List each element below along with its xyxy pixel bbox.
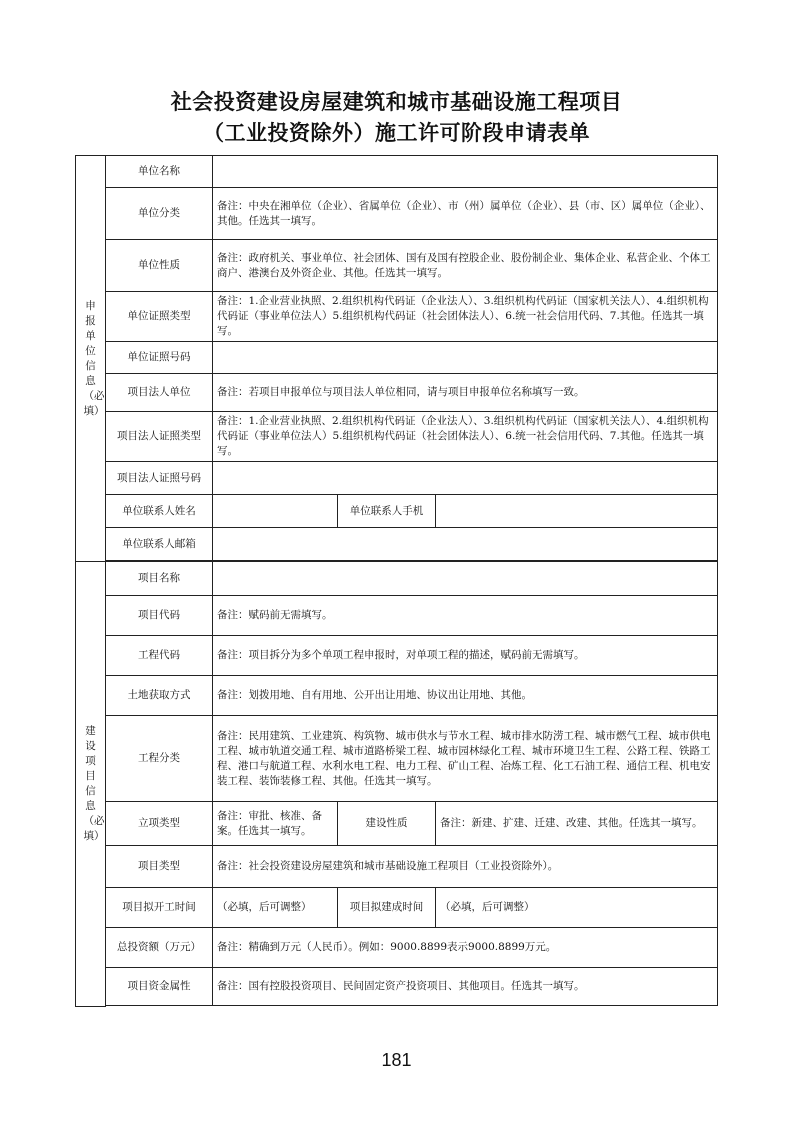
table-row — [76, 342, 718, 374]
field-label: 项目类型 — [106, 846, 213, 888]
table-row — [76, 928, 718, 968]
field-label: 总投资额（万元） — [106, 928, 213, 968]
field-label: 单位证照号码 — [106, 342, 213, 374]
table-row — [76, 528, 718, 561]
field-label: 建设性质 — [338, 802, 436, 846]
total-investment-field[interactable]: 备注：精确到万元（人民币）。例如：9000.8899表示9000.8899万元。 — [213, 928, 718, 968]
start-date-field[interactable]: （必填，后可调整） — [213, 888, 338, 928]
table-row-spacer — [76, 1006, 718, 1007]
engineering-category-field[interactable]: 备注：民用建筑、工业建筑、构筑物、城市供水与节水工程、城市排水防涝工程、城市燃气工程、城市供电工程、城市轨道交通工程、城市道路桥梁工程、城市园林绿化工程、城市环境卫生工程、公路工程、铁路工程、港口与航道工程、水利水电工程、电力工程、矿山工程、冶炼工程、化工石油工程、通信工程、机电安装工程、装饰装修工程、其他。任选其一填写。 — [213, 716, 718, 802]
form-title-line-1: 社会投资建设房屋建筑和城市基础设施工程项目 — [170, 90, 623, 114]
field-label: 项目资金属性 — [106, 968, 213, 1006]
table-row — [76, 462, 718, 495]
field-label: 项目代码 — [106, 596, 213, 636]
unit-nature-field[interactable]: 备注：政府机关、事业单位、社会团体、国有及国有控股企业、股份制企业、集体企业、私营企业、个体工商户、港澳台及外资企业、其他。任选其一填写。 — [213, 240, 718, 292]
contact-email-field[interactable] — [213, 528, 718, 561]
table-row — [76, 846, 718, 888]
table-row — [76, 636, 718, 676]
table-row — [76, 292, 718, 342]
application-form-table — [75, 155, 718, 1007]
page-number: 181 — [381, 1050, 412, 1070]
table-row — [76, 412, 718, 462]
completion-date-field[interactable]: （必填，后可调整） — [436, 888, 718, 928]
field-label: 单位联系人手机 — [338, 495, 436, 528]
field-label: 单位联系人姓名 — [106, 495, 213, 528]
section-label-project: 建设项目信息（必填） — [76, 562, 106, 1007]
funding-attribute-field[interactable]: 备注：国有控股投资项目、民间固定资产投资项目、其他项目。任选其一填写。 — [213, 968, 718, 1006]
field-label: 项目拟开工时间 — [106, 888, 213, 928]
field-label: 单位名称 — [106, 156, 213, 188]
legal-entity-field[interactable]: 备注：若项目申报单位与项目法人单位相同，请与项目申报单位名称填写一致。 — [213, 374, 718, 412]
table-row — [76, 676, 718, 716]
table-row — [76, 562, 718, 596]
land-acquisition-field[interactable]: 备注：划拨用地、自有用地、公开出让用地、协议出让用地、其他。 — [213, 676, 718, 716]
contact-phone-field[interactable] — [436, 495, 718, 528]
engineering-code-field[interactable]: 备注：项目拆分为多个单项工程申报时，对单项工程的描述，赋码前无需填写。 — [213, 636, 718, 676]
table-row — [76, 240, 718, 292]
legal-license-type-field[interactable]: 备注：1.企业营业执照、2.组织机构代码证（企业法人）、3.组织机构代码证（国家机关法人）、4.组织机构代码证（事业单位法人）5.组织机构代码证（社会团体法人）、6.统一社会信用代码、7.其他。任选其一填写。 — [213, 412, 718, 462]
table-row — [76, 156, 718, 188]
contact-name-field[interactable] — [213, 495, 338, 528]
unit-category-field[interactable]: 备注：中央在湘单位（企业）、省属单位（企业）、市（州）属单位（企业）、县（市、区）属单位（企业）、其他。任选其一填写。 — [213, 188, 718, 240]
project-name-field[interactable] — [213, 562, 718, 596]
table-row — [76, 888, 718, 928]
field-label: 单位分类 — [106, 188, 213, 240]
table-row — [76, 596, 718, 636]
field-label: 立项类型 — [106, 802, 213, 846]
table-row — [76, 374, 718, 412]
section-label-applicant: 申报单位信息（必填） — [76, 156, 106, 562]
field-label: 工程代码 — [106, 636, 213, 676]
field-label: 项目名称 — [106, 562, 213, 596]
unit-license-number-field[interactable] — [213, 342, 718, 374]
unit-license-type-field[interactable]: 备注：1.企业营业执照、2.组织机构代码证（企业法人）、3.组织机构代码证（国家机关法人）、4.组织机构代码证（事业单位法人）5.组织机构代码证（社会团体法人）、6.统一社会信用代码、7.其他。任选其一填写。 — [213, 292, 718, 342]
unit-name-field[interactable] — [213, 156, 718, 188]
form-title-line-2: （工业投资除外）施工许可阶段申请表单 — [203, 121, 590, 145]
table-row — [76, 188, 718, 240]
project-code-field[interactable]: 备注：赋码前无需填写。 — [213, 596, 718, 636]
project-type-field[interactable]: 备注：社会投资建设房屋建筑和城市基础设施工程项目（工业投资除外）。 — [213, 846, 718, 888]
field-label: 项目拟建成时间 — [338, 888, 436, 928]
table-row — [76, 495, 718, 528]
field-label: 项目法人证照类型 — [106, 412, 213, 462]
approval-type-field[interactable]: 备注：审批、核准、备案。任选其一填写。 — [213, 802, 338, 846]
field-label: 工程分类 — [106, 716, 213, 802]
field-label: 土地获取方式 — [106, 676, 213, 716]
legal-license-number-field[interactable] — [213, 462, 718, 495]
table-row — [76, 716, 718, 802]
field-label: 单位联系人邮箱 — [106, 528, 213, 561]
field-label: 项目法人证照号码 — [106, 462, 213, 495]
table-row — [76, 802, 718, 846]
field-label: 单位证照类型 — [106, 292, 213, 342]
field-label: 项目法人单位 — [106, 374, 213, 412]
field-label: 单位性质 — [106, 240, 213, 292]
table-row — [76, 968, 718, 1006]
construction-nature-field[interactable]: 备注：新建、扩建、迁建、改建、其他。任选其一填写。 — [436, 802, 718, 846]
